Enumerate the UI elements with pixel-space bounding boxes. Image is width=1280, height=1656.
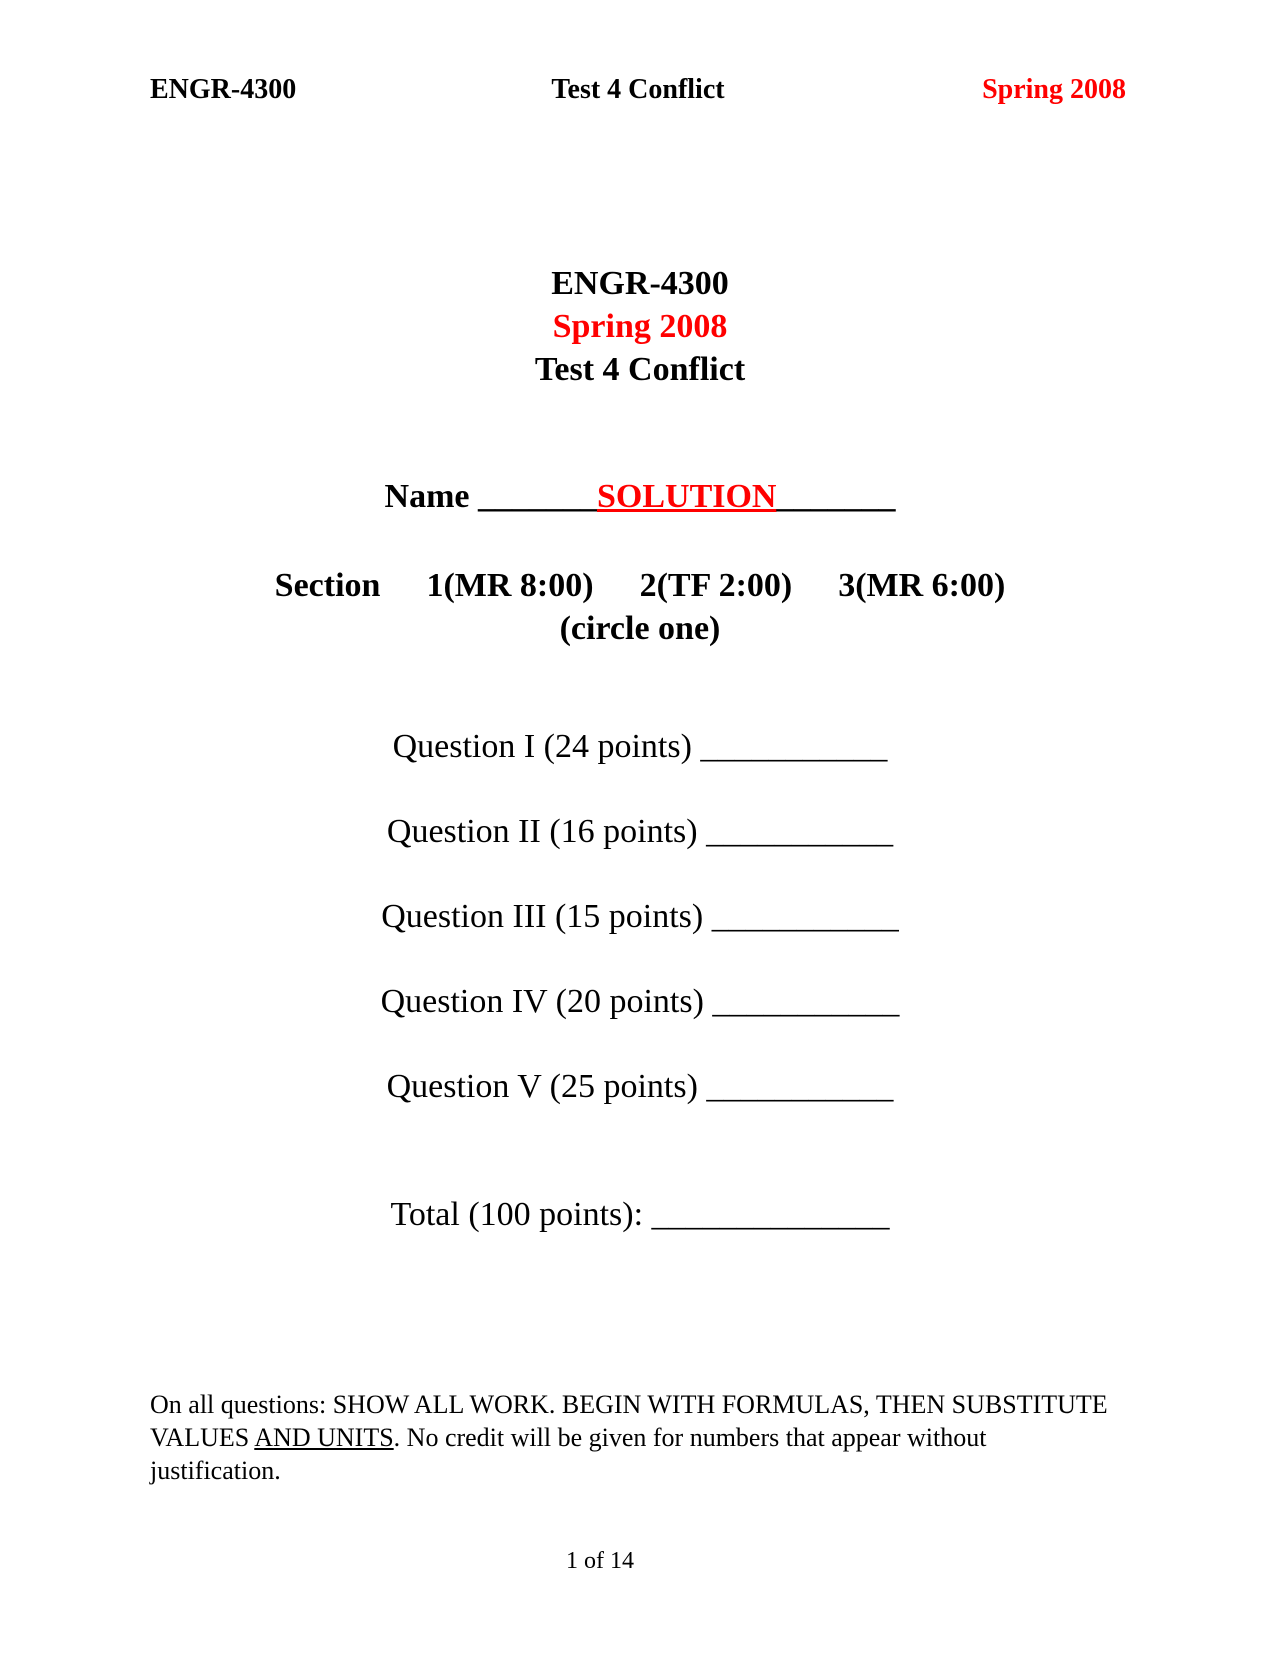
title-test: Test 4 Conflict xyxy=(534,351,746,388)
total-line: Total (100 points): ______________ xyxy=(390,1196,890,1233)
section-block xyxy=(0,564,1280,650)
name-solution: SOLUTION xyxy=(596,478,777,515)
section-option-1: 1(MR 8:00) xyxy=(426,567,594,604)
question-2-line: Question II (16 points) ___________ xyxy=(386,813,894,850)
title-block xyxy=(0,262,1280,391)
instructions-part2: . No credit will be given for numbers that appear without justification. xyxy=(150,1423,987,1485)
page-header xyxy=(150,74,1126,114)
question-5-line: Question V (25 points) ___________ xyxy=(386,1068,894,1105)
instructions-underlined: AND UNITS xyxy=(254,1423,394,1452)
name-line xyxy=(0,478,1280,516)
header-term: Spring 2008 xyxy=(982,74,1126,105)
instructions xyxy=(150,1388,1110,1487)
page-number: 1 of 14 xyxy=(566,1548,634,1574)
instructions-part1: On all questions: SHOW ALL WORK. BEGIN WITH FORMULAS, THEN SUBSTITUTE VALUES xyxy=(150,1390,1108,1452)
name-label: Name _______ xyxy=(384,478,597,515)
question-3-line: Question III (15 points) ___________ xyxy=(381,898,899,935)
section-label: Section xyxy=(274,567,381,604)
title-course: ENGR-4300 xyxy=(551,265,729,302)
section-options-row xyxy=(0,564,1280,607)
section-option-2: 2(TF 2:00) xyxy=(639,567,793,604)
name-trailing: _______ xyxy=(776,478,896,515)
header-course: ENGR-4300 xyxy=(150,74,297,105)
header-test: Test 4 Conflict xyxy=(551,74,725,105)
title-term: Spring 2008 xyxy=(552,308,728,345)
question-4-line: Question IV (20 points) ___________ xyxy=(380,983,900,1020)
section-option-3: 3(MR 6:00) xyxy=(838,567,1006,604)
section-hint: (circle one) xyxy=(559,610,721,647)
question-1-line: Question I (24 points) ___________ xyxy=(392,728,888,765)
